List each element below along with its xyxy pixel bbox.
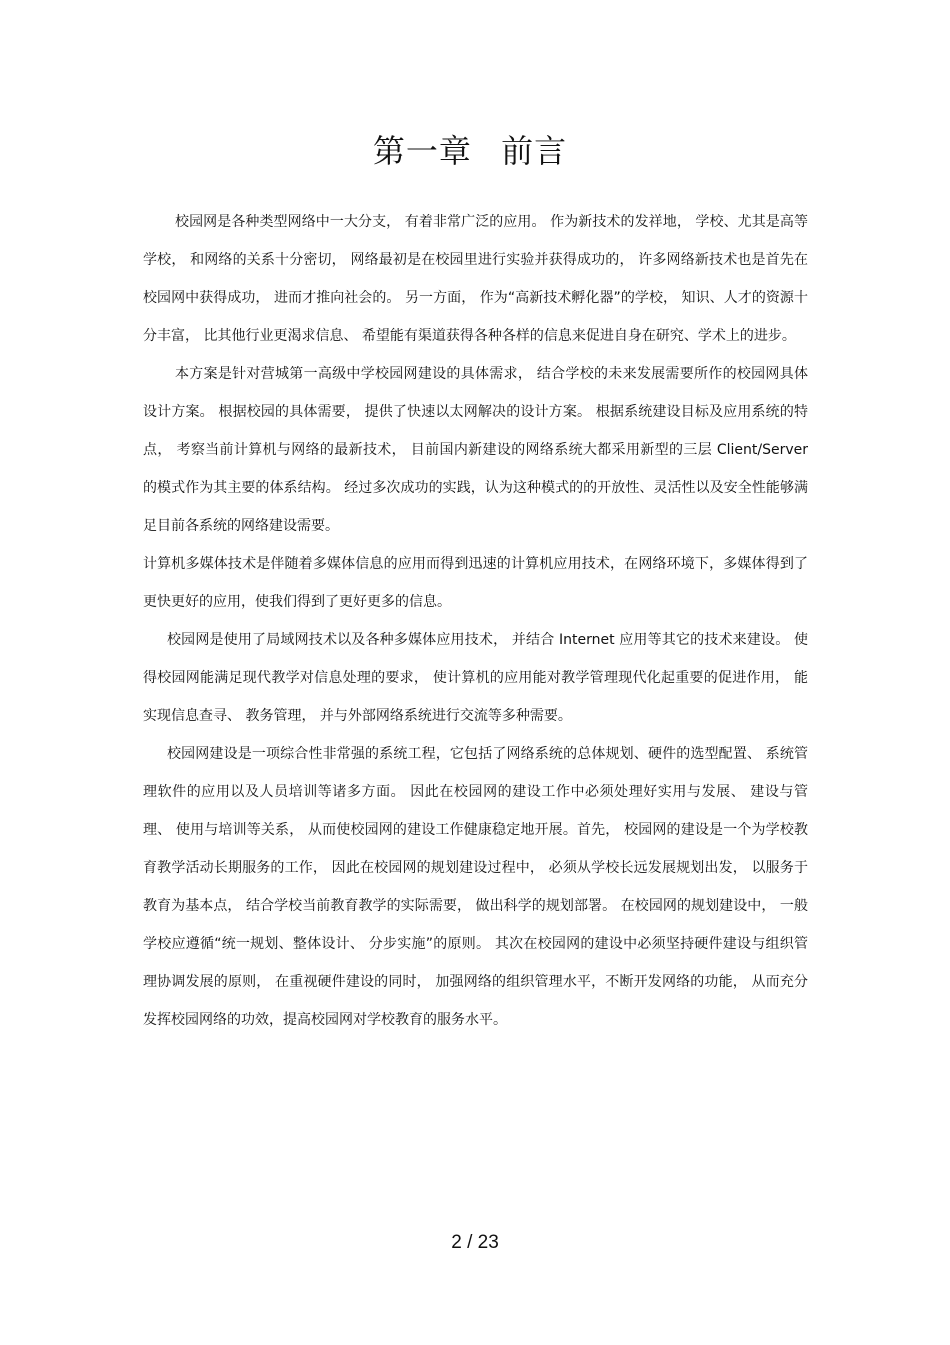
paragraph-campus-network: 校园网是使用了局域网技术以及各种多媒体应用技术， 并结合 Internet 应用等其它的技术来建设。 使得校园网能满足现代教学对信息处理的要求， 使计算机的应用能对教学管理现代化起重要的促进作用， 能实现信息查寻、 教务管理， 并与外部网络系统进行交流等多种需要。 — [143, 632, 808, 724]
paragraph-intro: 校园网是各种类型网络中一大分支， 有着非常广泛的应用。 作为新技术的发祥地， 学校、尤其是高等学校， 和网络的关系十分密切， 网络最初是在校园里进行实验并获得成功的， 许多网络新技术也是首先在校园网中获得成功， 进而才推向社会的。 另一方面， 作为“高新技术孵化器”的学校， 知识、人才的资源十分丰富， 比其他行业更渴求信息、 希望能有渠道获得各种各样的信息来促进自身在研究、学术上的进步。 — [143, 214, 808, 344]
body-text — [143, 203, 808, 1039]
paragraph-multimedia: 计算机多媒体技术是伴随着多媒体信息的应用而得到迅速的计算机应用技术，在网络环境下，多媒体得到了更快更好的应用，使我们得到了更好更多的信息。 — [143, 556, 808, 610]
paragraph-scheme: 本方案是针对营城第一高级中学校园网建设的具体需求， 结合学校的未来发展需要所作的校园网具体设计方案。 根据校园的具体需要， 提供了快速以太网解决的设计方案。 根据系统建设目标及应用系统的特点， 考察当前计算机与网络的最新技术， 目前国内新建设的网络系统大都采用新型的三层 Client/Server 的模式作为其主要的体系结构。 经过多次成功的实践，认为这种模式的的开放性、灵活性以及安全性能够满足目前各系统的网络建设需要。 — [143, 366, 808, 534]
paragraph-construction: 校园网建设是一项综合性非常强的系统工程，它包括了网络系统的总体规划、硬件的选型配置、 系统管理软件的应用以及人员培训等诸多方面。 因此在校园网的建设工作中必须处理好实用与发展、 建设与管理、 使用与培训等关系， 从而使校园网的建设工作健康稳定地开展。首先， 校园网的建设是一个为学校教育教学活动长期服务的工作， 因此在校园网的规划建设过程中， 必须从学校长远发展规划出发， 以服务于教育为基本点， 结合学校当前教育教学的实际需要， 做出科学的规划部署。 在校园网的规划建设中， 一般学校应遵循“统一规划、整体设计、 分步实施”的原则。 其次在校园网的建设中必须坚持硬件建设与组织管理协调发展的原则， 在重视硬件建设的同时， 加强网络的组织管理水平，不断开发网络的功能， 从而充分发挥校园网络的功效，提高校园网对学校教育的服务水平。 — [143, 746, 808, 1028]
chapter-title: 第一章 前言 — [372, 132, 568, 170]
page-number: 2 / 23 — [451, 1232, 499, 1253]
